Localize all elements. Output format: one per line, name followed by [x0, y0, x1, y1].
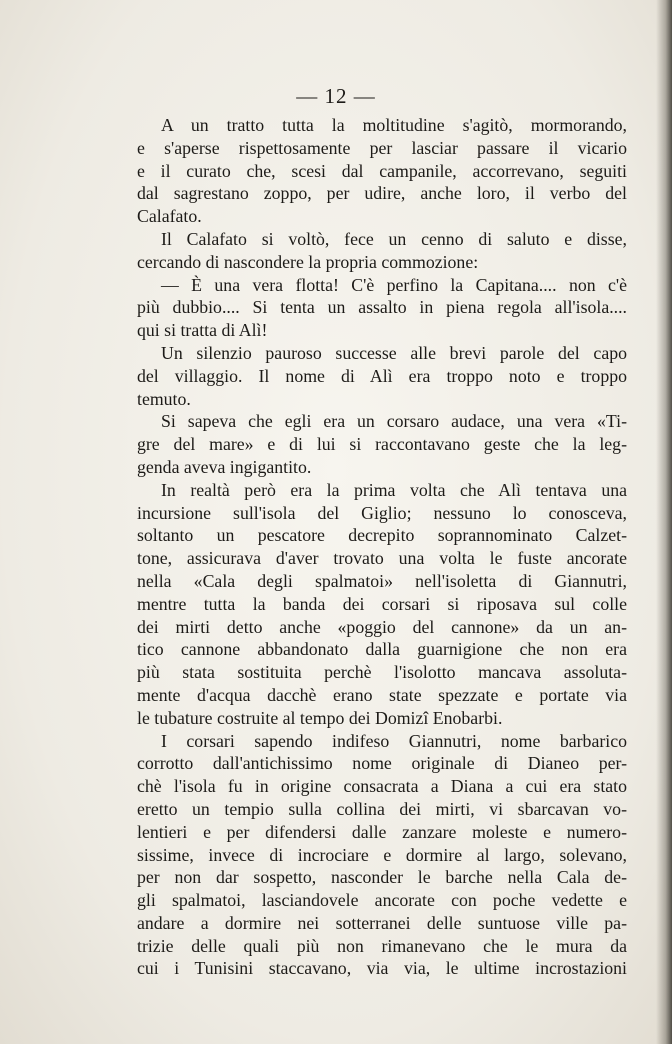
text-line: le tubature costruite al tempo dei Domizî Enobarbi. [137, 707, 503, 728]
text-line: corrotto dall'antichissimo nome originale di Dianeo per- [137, 753, 627, 774]
text-line: Si sapeva che egli era un corsaro audace, una vera «Ti- [161, 411, 627, 432]
text-line: Un silenzio pauroso successe alle brevi parole del capo [161, 342, 627, 363]
page-number: — 12 — [296, 84, 376, 108]
text-line: più dubbio.... Si tenta un assalto in piena regola all'isola.... [137, 297, 627, 318]
text-line: dal sagrestano zoppo, per udire, anche loro, il verbo del [137, 183, 627, 204]
text-line: del villaggio. Il nome di Alì era troppo noto e troppo [137, 365, 627, 386]
text-line: più stata sostituita perchè l'isolotto mancava assoluta- [137, 662, 627, 683]
text-line: soltanto un pescatore decrepito soprannominato Calzet- [137, 525, 627, 546]
text-line: Calafato. [137, 206, 202, 227]
text-line: cui i Tunisini staccavano, via via, le ultime incrostazioni [137, 958, 627, 979]
text-line: andare a dormire nei sotterranei delle suntuose ville pa- [137, 912, 627, 933]
text-line: nella «Cala degli spalmatoi» nell'isoletta di Giannutri, [137, 570, 627, 591]
spine-shadow [656, 0, 672, 1044]
text-line: qui si tratta di Alì! [137, 320, 268, 341]
text-line: gre del mare» e di lui si raccontavano geste che la leg- [137, 434, 627, 455]
text-line: Il Calafato si voltò, fece un cenno di saluto e disse, [161, 228, 627, 249]
text-line: incursione sull'isola del Giglio; nessuno lo conosceva, [137, 502, 627, 523]
text-line: tone, assicurava d'aver trovato una volta le fuste ancorate [137, 548, 627, 569]
text-line: gli spalmatoi, lasciandovele ancorate con poche vedette e [137, 890, 627, 911]
text-line: A un tratto tutta la moltitudine s'agitò, mormorando, [161, 115, 627, 135]
text-line: cercando di nascondere la propria commozione: [137, 251, 479, 272]
text-line: lentieri e per difendersi dalle zanzare moleste e numero- [137, 821, 627, 842]
text-line: mente d'acqua dacchè erano state spezzate e portate via [137, 684, 627, 705]
text-line: e il curato che, scesi dal campanile, accorrevano, seguiti [137, 160, 627, 181]
text-line: tico cannone abbandonato dalla guarnigione che non era [137, 639, 627, 660]
text-line: trizie delle quali più non rimanevano che le mura da [137, 935, 627, 956]
text-line: temuto. [137, 388, 191, 409]
text-line: — È una vera flotta! C'è perfino la Capitana.... non c'è [161, 274, 627, 295]
text-line: I corsari sapendo indifeso Giannutri, nome barbarico [161, 730, 627, 751]
text-line: genda aveva ingigantito. [137, 456, 312, 477]
text-line: mentre tutta la banda dei corsari si riposava sul colle [137, 593, 627, 614]
text-line: eretto un tempio sulla collina dei mirti, vi sbarcavan vo- [137, 798, 627, 819]
text-line: sissime, invece di incrociare e dormire al largo, solevano, [137, 844, 627, 865]
text-line: In realtà però era la prima volta che Alì tentava una [161, 479, 627, 500]
text-line: dei mirti detto anche «poggio del cannone» da un an- [137, 616, 627, 637]
body-text [137, 114, 627, 980]
text-line: per non dar sospetto, nasconder le barche nella Cala de- [137, 867, 627, 888]
text-line: e s'aperse rispettosamente per lasciar passare il vicario [137, 137, 627, 158]
text-line: chè l'isola fu in origine consacrata a Diana a cui era stato [137, 776, 627, 797]
